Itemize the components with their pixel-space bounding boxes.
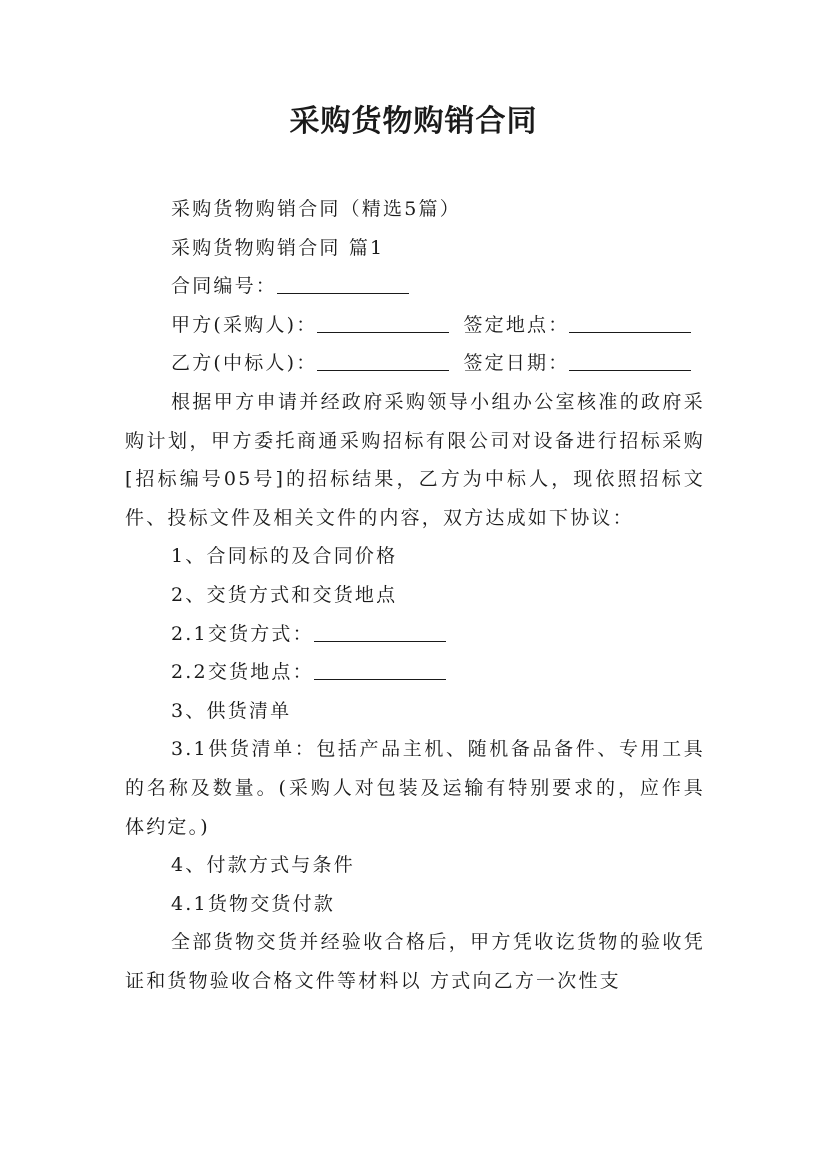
party-b-row bbox=[125, 344, 705, 383]
party-a-row bbox=[125, 306, 705, 345]
section-1-heading: 1、合同标的及合同价格 bbox=[171, 545, 398, 568]
section-4-heading: 4、付款方式与条件 bbox=[171, 854, 355, 877]
delivery-place-label: 2.2交货地点： bbox=[171, 661, 314, 684]
supply-list-paragraph: 3.1供货清单：包括产品主机、随机备品备件、专用工具的名称及数量。(采购人对包装及运输有特别要求的，应作具体约定。) bbox=[125, 738, 705, 838]
sign-date-blank[interactable] bbox=[569, 348, 691, 371]
party-b-blank[interactable] bbox=[317, 348, 449, 371]
delivery-method-label: 2.1交货方式： bbox=[171, 622, 314, 645]
intro-line: 采购货物购销合同（精选5篇） bbox=[171, 198, 461, 220]
payment-paragraph: 全部货物交货并经验收合格后，甲方凭收讫货物的验收凭证和货物验收合格文件等材料以 方式向乙方一次性支 bbox=[125, 931, 705, 992]
sign-place-blank[interactable] bbox=[569, 310, 691, 333]
sign-date-label: 签定日期： bbox=[463, 352, 570, 375]
payment-subheading: 4.1货物交货付款 bbox=[171, 892, 336, 915]
party-a-blank[interactable] bbox=[317, 310, 449, 333]
preamble-paragraph: 根据甲方申请并经政府采购领导小组办公室核准的政府采购计划，甲方委托商通采购招标有限公司对设备进行招标采购[招标编号05号]的招标结果，乙方为中标人，现依照招标文件、投标文件及相关文件的内容，双方达成如下协议： bbox=[125, 390, 705, 529]
sign-place-label: 签定地点： bbox=[463, 313, 570, 336]
document-title: 采购货物购销合同 bbox=[289, 104, 538, 139]
delivery-method-row bbox=[125, 615, 705, 654]
contract-number-blank[interactable] bbox=[277, 271, 409, 294]
section-2-heading: 2、交货方式和交货地点 bbox=[171, 583, 398, 606]
delivery-method-blank[interactable] bbox=[314, 619, 446, 642]
contract-number-label: 合同编号： bbox=[171, 275, 278, 298]
party-b-label: 乙方(中标人)： bbox=[171, 352, 318, 375]
contract-number-row bbox=[125, 267, 705, 306]
document-body bbox=[125, 190, 705, 1000]
section-3-heading: 3、供货清单 bbox=[171, 699, 292, 722]
delivery-place-row bbox=[125, 653, 705, 692]
party-a-label: 甲方(采购人)： bbox=[171, 313, 318, 336]
part-heading: 采购货物购销合同 篇1 bbox=[171, 236, 385, 259]
delivery-place-blank[interactable] bbox=[314, 657, 446, 680]
